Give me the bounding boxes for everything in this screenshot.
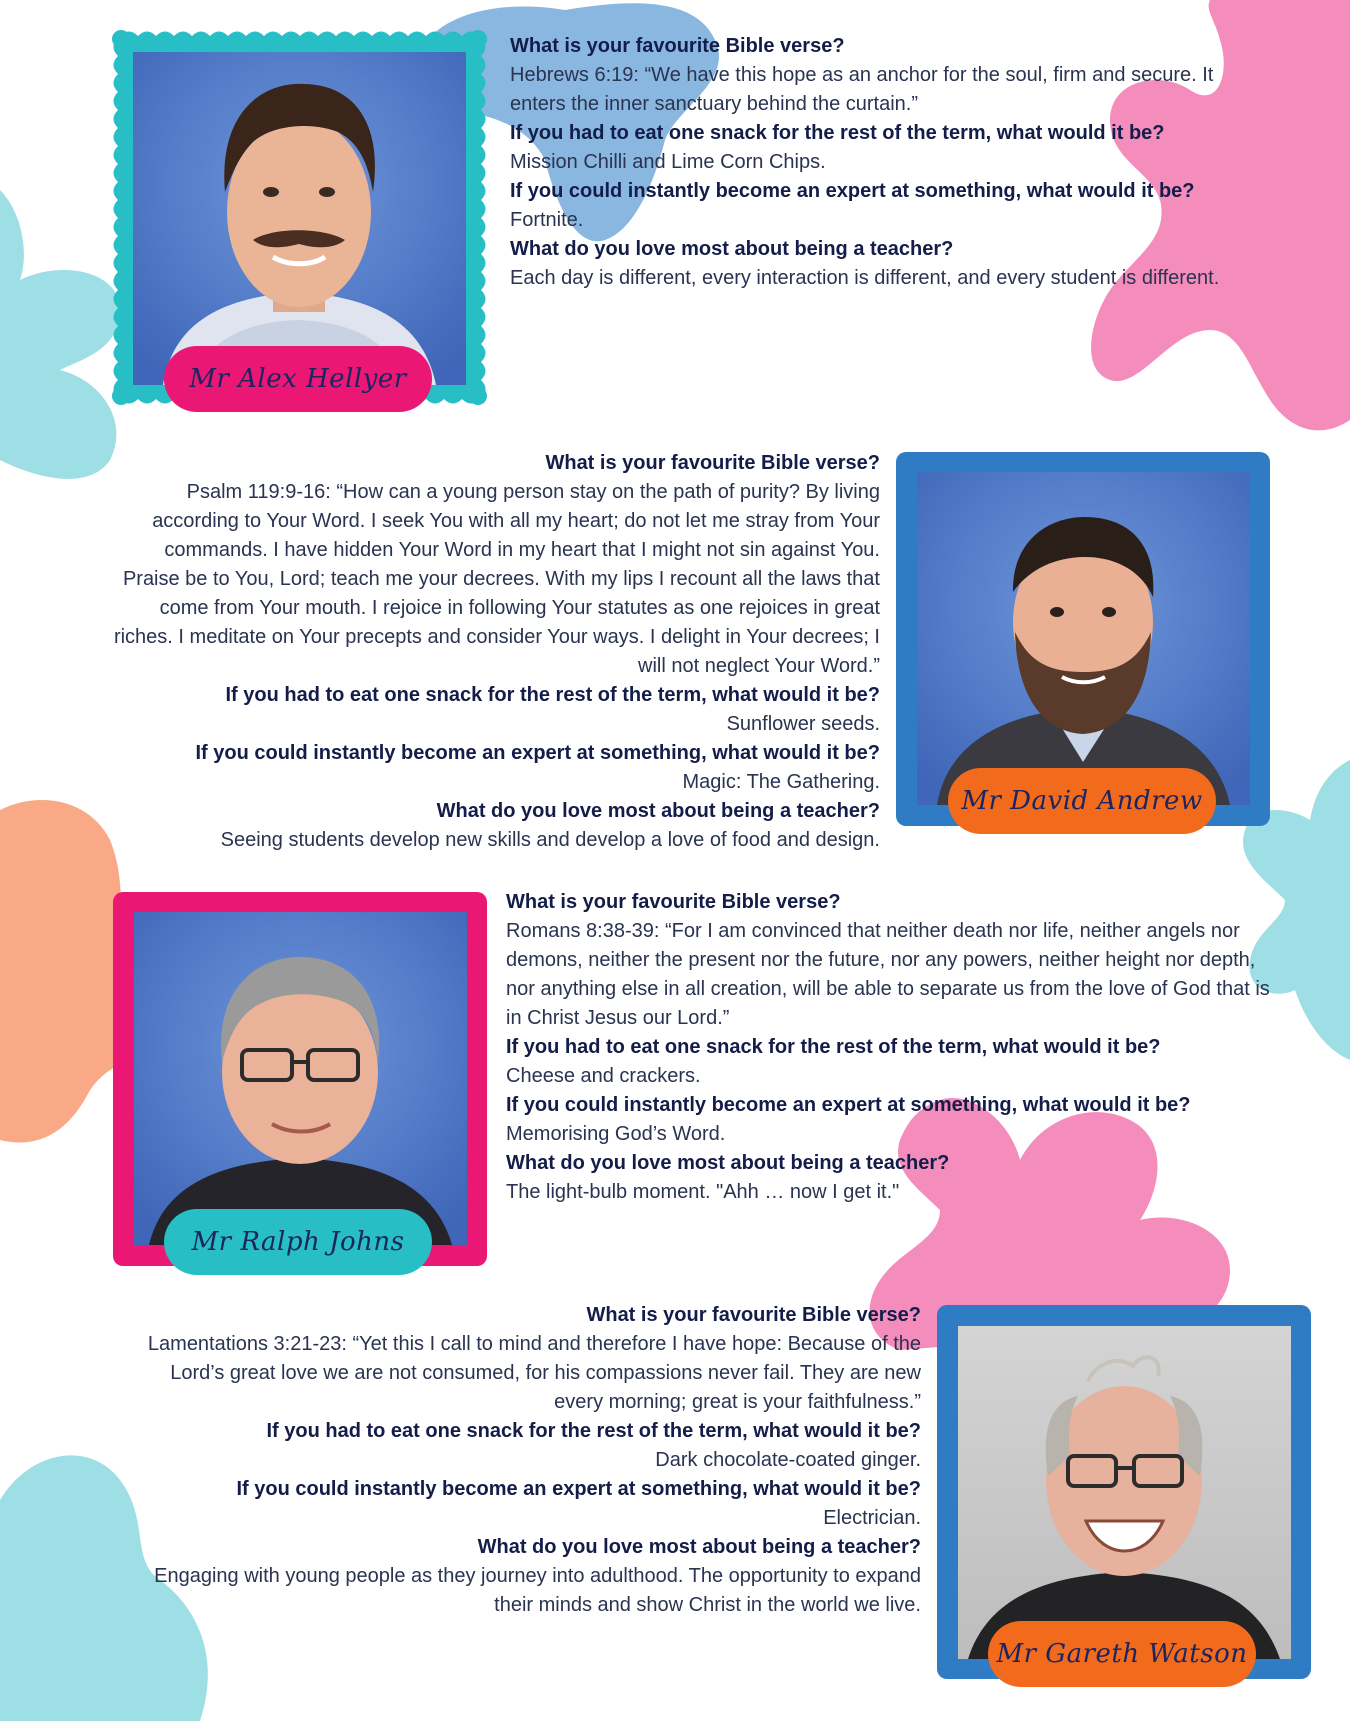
- teacher-qa: [130, 1301, 921, 1620]
- answer-snack: Mission Chilli and Lime Corn Chips.: [510, 151, 826, 173]
- question-snack: If you had to eat one snack for the rest of the term, what would it be?: [266, 1420, 921, 1442]
- answer-snack: Dark chocolate-coated ginger.: [655, 1449, 921, 1471]
- teacher-qa: [506, 888, 1276, 1207]
- answer-expert: Memorising God’s Word.: [506, 1123, 726, 1145]
- teacher-name: Mr Alex Hellyer: [189, 364, 407, 394]
- teacher-photo: [958, 1326, 1291, 1659]
- teacher-name-plate: [988, 1621, 1256, 1687]
- teacher-name-plate: [948, 768, 1216, 834]
- answer-expert: Magic: The Gathering.: [682, 771, 880, 793]
- question-expert: If you could instantly become an expert at something, what would it be?: [236, 1478, 921, 1500]
- teacher-qa: [110, 449, 880, 855]
- answer-verse: Psalm 119:9-16: “How can a young person stay on the path of purity? By living according to Your Word. I seek You with all my heart; do not let me stray from Your commands. I have hidden Your Word in my heart that I might not sin against You. Praise be to You, Lord; teach me your decrees. With my lips I recount all the laws that come from Your mouth. I rejoice in following Your statutes as one rejoices in great riches. I meditate on Your precepts and consider Your ways. I delight in Your decrees; I will not neglect Your Word.”: [113, 481, 880, 677]
- question-expert: If you could instantly become an expert at something, what would it be?: [506, 1094, 1191, 1116]
- teacher-name-plate: [164, 346, 432, 412]
- answer-love: Engaging with young people as they journey into adulthood. The opportunity to expand their minds and show Christ in the world we live.: [154, 1565, 921, 1616]
- teacher-photo: [133, 52, 466, 385]
- teacher-name: Mr Ralph Johns: [191, 1227, 405, 1257]
- teacher-photo: [917, 472, 1250, 805]
- teacher-name: Mr David Andrew: [961, 786, 1203, 816]
- question-verse: What is your favourite Bible verse?: [506, 891, 841, 913]
- question-snack: If you had to eat one snack for the rest of the term, what would it be?: [506, 1036, 1161, 1058]
- question-love: What do you love most about being a teacher?: [506, 1152, 950, 1174]
- teacher-qa: [510, 32, 1250, 293]
- question-verse: What is your favourite Bible verse?: [510, 35, 845, 57]
- question-love: What do you love most about being a teacher?: [436, 800, 880, 822]
- question-snack: If you had to eat one snack for the rest of the term, what would it be?: [225, 684, 880, 706]
- question-love: What do you love most about being a teacher?: [510, 238, 954, 260]
- answer-love: The light-bulb moment. "Ahh … now I get it.": [506, 1181, 900, 1203]
- question-verse: What is your favourite Bible verse?: [545, 452, 880, 474]
- teacher-name-plate: [164, 1209, 432, 1275]
- answer-love: Each day is different, every interaction is different, and every student is different.: [510, 267, 1220, 289]
- question-snack: If you had to eat one snack for the rest of the term, what would it be?: [510, 122, 1165, 144]
- answer-verse: Hebrews 6:19: “We have this hope as an anchor for the soul, firm and secure. It enters the inner sanctuary behind the curtain.”: [510, 64, 1214, 115]
- question-expert: If you could instantly become an expert at something, what would it be?: [510, 180, 1195, 202]
- answer-expert: Electrician.: [823, 1507, 921, 1529]
- answer-snack: Cheese and crackers.: [506, 1065, 701, 1087]
- answer-verse: Romans 8:38-39: “For I am convinced that neither death nor life, neither angels nor demons, neither the present nor the future, nor any powers, neither height nor depth, nor anything else in all creation, will be able to separate us from the love of God that is in Christ Jesus our Lord.”: [506, 920, 1270, 1029]
- answer-verse: Lamentations 3:21-23: “Yet this I call to mind and therefore I have hope: Because of the Lord’s great love we are not consumed, for his compassions never fail. They are new every morning; great is your faithfulness.”: [147, 1333, 921, 1413]
- teacher-name: Mr Gareth Watson: [996, 1639, 1248, 1669]
- answer-snack: Sunflower seeds.: [726, 713, 880, 735]
- answer-expert: Fortnite.: [510, 209, 584, 231]
- answer-love: Seeing students develop new skills and develop a love of food and design.: [220, 829, 880, 851]
- question-expert: If you could instantly become an expert at something, what would it be?: [195, 742, 880, 764]
- teacher-photo: [134, 912, 467, 1245]
- question-love: What do you love most about being a teacher?: [477, 1536, 921, 1558]
- question-verse: What is your favourite Bible verse?: [586, 1304, 921, 1326]
